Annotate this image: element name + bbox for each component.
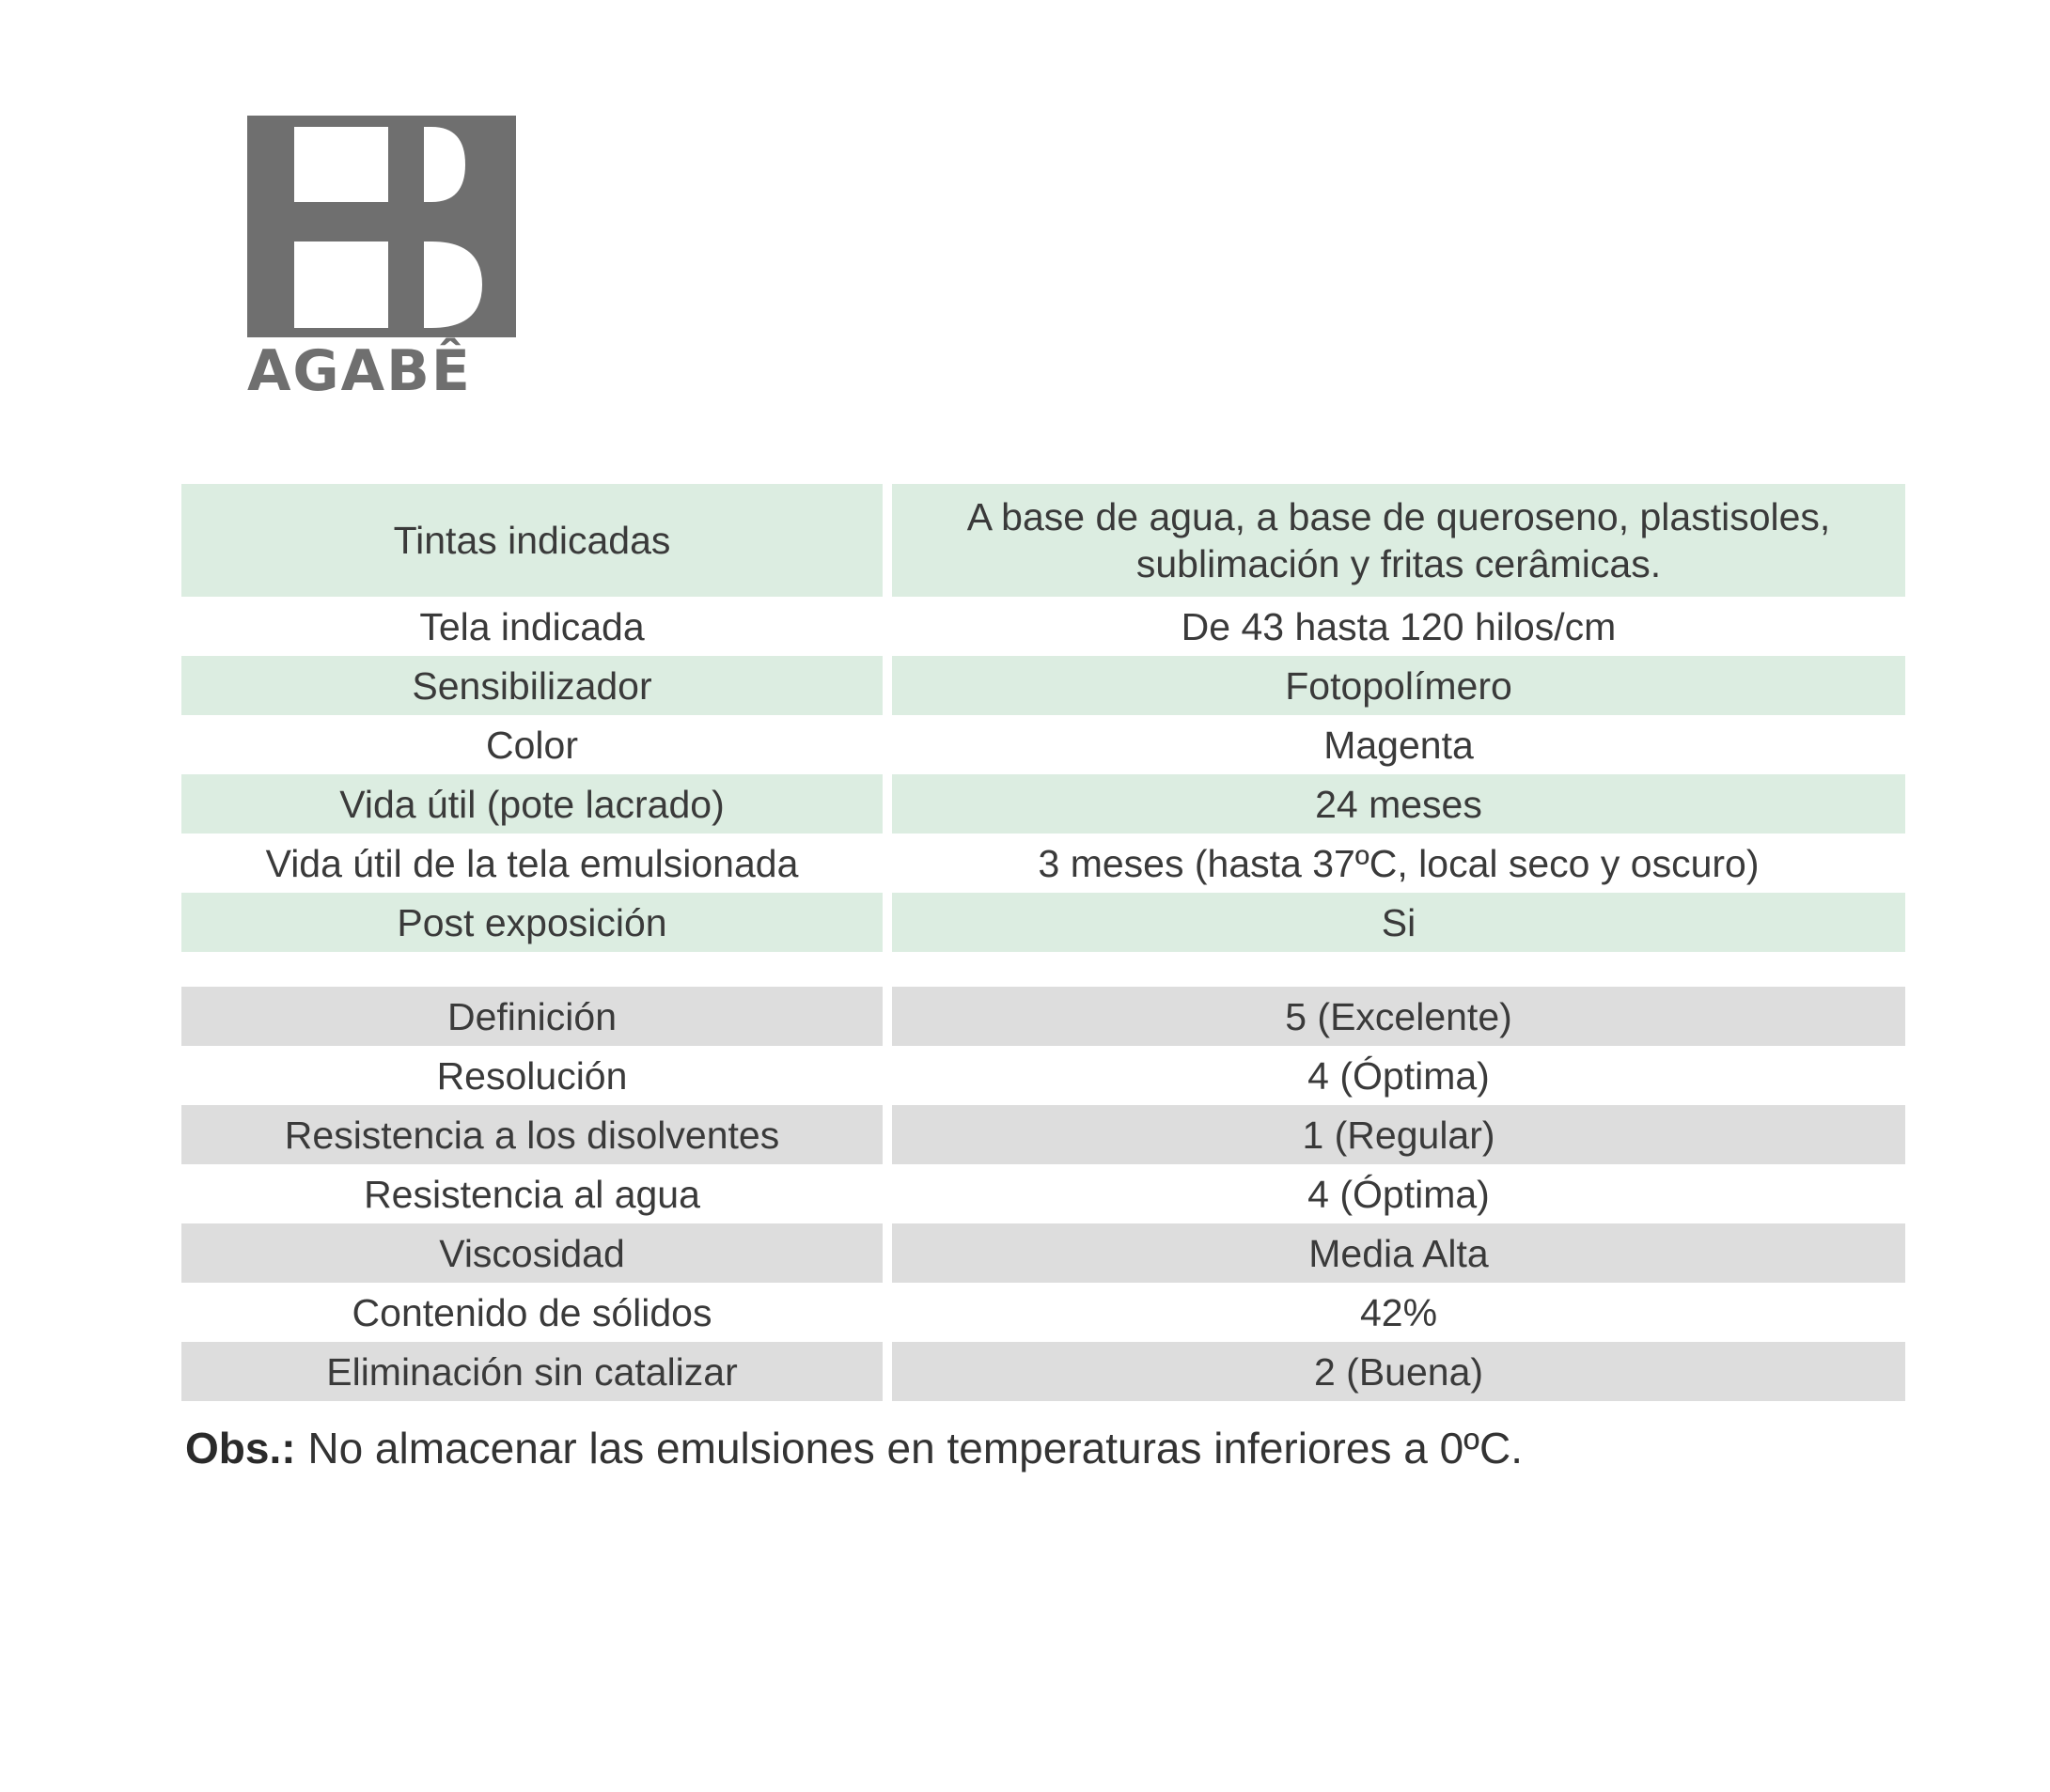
row-value: A base de agua, a base de queroseno, plastisoles, sublimación y fritas cerâmicas. [892, 484, 1905, 597]
table-row [181, 484, 1905, 597]
row-value: 5 (Excelente) [892, 987, 1905, 1046]
row-value: 4 (Óptima) [1307, 1172, 1490, 1216]
table-row [181, 597, 1905, 656]
row-label: Resistencia al agua [364, 1172, 700, 1216]
brand-name: AGABÊ [247, 338, 472, 404]
row-value: Media Alta [892, 1223, 1905, 1283]
row-value: 24 meses [892, 774, 1905, 834]
table-row [181, 774, 1905, 834]
table-row [181, 1164, 1905, 1223]
row-label: Definición [181, 987, 883, 1046]
table-row [181, 893, 1905, 952]
row-label: Post exposición [181, 893, 883, 952]
row-label: Vida útil de la tela emulsionada [265, 841, 799, 885]
table-row [181, 987, 1905, 1046]
row-label: Resistencia a los disolventes [181, 1105, 883, 1164]
row-label: Color [486, 723, 578, 767]
table-row [181, 1283, 1905, 1342]
row-value: Fotopolímero [892, 656, 1905, 715]
row-label: Tintas indicadas [181, 484, 883, 597]
row-value: 4 (Óptima) [1307, 1053, 1490, 1098]
row-label: Resolución [436, 1053, 628, 1098]
hb-monogram-icon [247, 116, 516, 337]
row-label: Viscosidad [181, 1223, 883, 1283]
row-value: 1 (Regular) [892, 1105, 1905, 1164]
row-value: Magenta [1323, 723, 1474, 767]
observation-note [185, 1423, 1523, 1473]
row-label: Sensibilizador [181, 656, 883, 715]
row-value: 42% [1359, 1290, 1438, 1334]
row-label: Contenido de sólidos [352, 1290, 712, 1334]
row-value: 3 meses (hasta 37ºC, local seco y oscuro) [1038, 841, 1760, 885]
row-value: De 43 hasta 120 hilos/cm [1181, 604, 1617, 648]
table-row [181, 715, 1905, 774]
observation-label: Obs.: [185, 1424, 296, 1473]
observation-text: No almacenar las emulsiones en temperaturas inferiores a 0ºC. [295, 1424, 1523, 1473]
row-label: Vida útil (pote lacrado) [181, 774, 883, 834]
table-row [181, 1046, 1905, 1105]
specs-table-performance [181, 987, 1905, 1401]
row-value: Si [892, 893, 1905, 952]
row-label: Eliminación sin catalizar [181, 1342, 883, 1401]
table-row [181, 656, 1905, 715]
specs-table-general [181, 484, 1905, 952]
table-row [181, 1223, 1905, 1283]
table-row [181, 834, 1905, 893]
table-row [181, 1105, 1905, 1164]
table-row [181, 1342, 1905, 1401]
row-value: 2 (Buena) [892, 1342, 1905, 1401]
row-label: Tela indicada [419, 604, 645, 648]
brand-logo [247, 116, 516, 404]
